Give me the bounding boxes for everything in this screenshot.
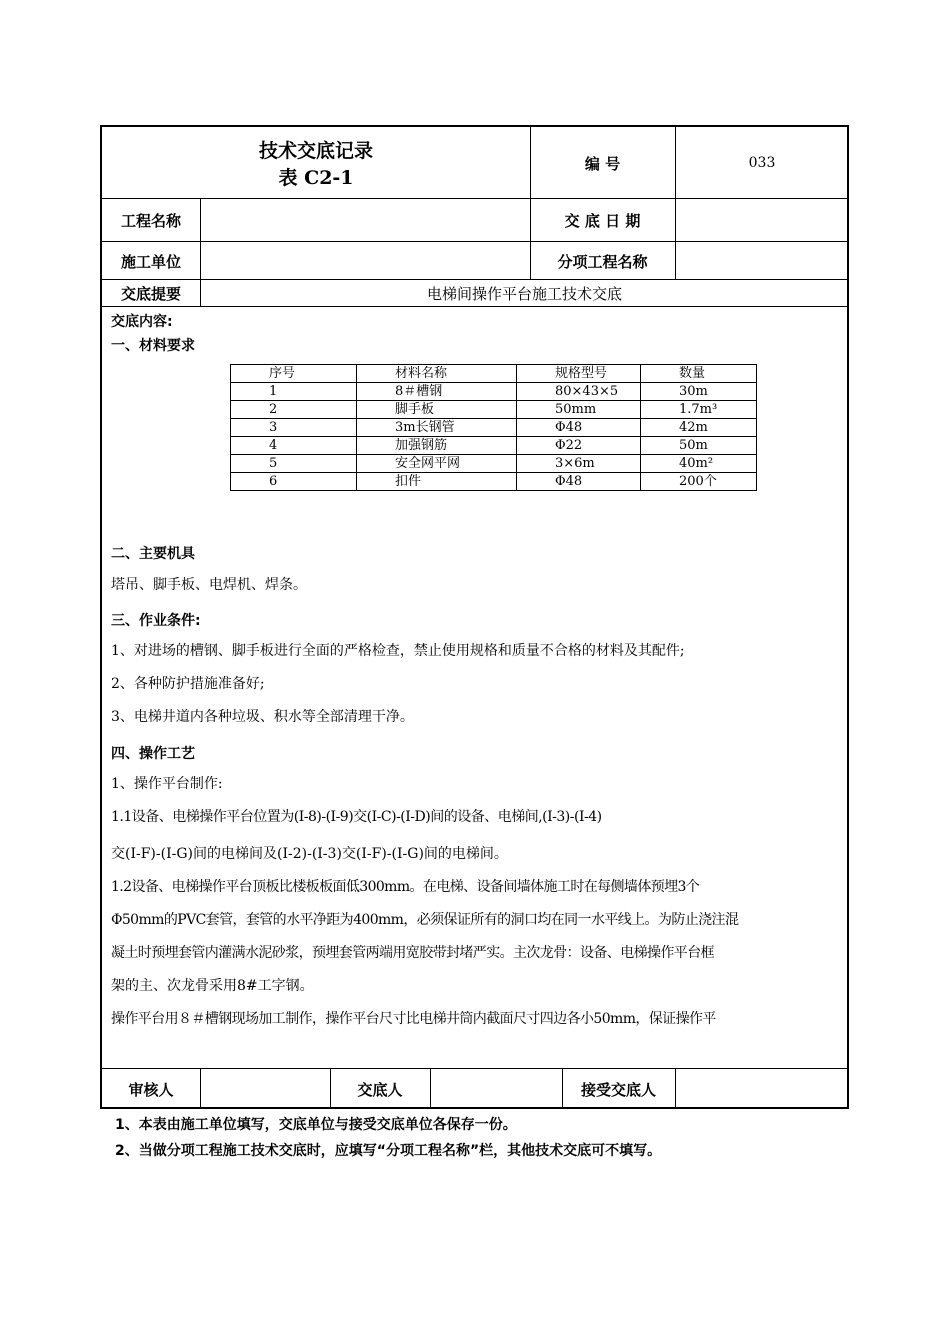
table-header-cell: 序号 — [231, 365, 357, 383]
sub-project-field[interactable] — [675, 242, 849, 280]
reviewer-field[interactable] — [200, 1069, 330, 1109]
table-cell: 50m — [641, 437, 757, 455]
table-cell: 80×43×5 — [517, 383, 641, 401]
number-value[interactable]: 033 — [748, 155, 776, 171]
process-text: 1.2设备、电梯操作平台顶板比楼板板面低300mm。在电梯、设备间墙体施工时在每侧墙体预埋3个 — [111, 879, 700, 895]
section-materials: 一、材料要求 — [111, 338, 195, 354]
number-label: 编 号 — [584, 154, 621, 173]
date-field[interactable] — [675, 199, 849, 242]
unit-field[interactable] — [200, 242, 530, 280]
process-text: Φ50mm的PVC套管，套管的水平净距为400mm，必须保证所有的洞口均在同一水平线上。为防止浇注混 — [111, 912, 739, 928]
note-2: 2、当做分项工程施工技术交底时，应填写“分项工程名称”栏，其他技术交底可不填写。 — [115, 1143, 662, 1159]
summary-field[interactable]: 电梯间操作平台施工技术交底 — [426, 285, 622, 303]
process-text: 操作平台用８＃槽钢现场加工制作，操作平台尺寸比电梯井筒内截面尺寸四边各小50mm，保证操作平 — [111, 1011, 716, 1027]
table-row — [231, 383, 757, 401]
table-header-cell: 规格型号 — [517, 365, 641, 383]
table-cell: 30m — [641, 383, 757, 401]
process-text: 1.1设备、电梯操作平台位置为(Ⅰ-8)-(Ⅰ-9)交(Ⅰ-C)-(Ⅰ-D)间的设备、电梯间,(Ⅰ-3)-(Ⅰ-4) — [111, 809, 602, 825]
note-1: 1、本表由施工单位填写，交底单位与接受交底单位各保存一份。 — [115, 1117, 517, 1133]
table-cell: 4 — [231, 437, 357, 455]
disclosure-form — [100, 125, 849, 1109]
table-cell: 8＃槽钢 — [357, 383, 517, 401]
table-cell: 5 — [231, 455, 357, 473]
table-cell: Φ48 — [517, 473, 641, 491]
materials-table — [230, 364, 757, 491]
form-title-block — [102, 127, 530, 199]
table-cell: 6 — [231, 473, 357, 491]
table-header-cell: 材料名称 — [357, 365, 517, 383]
unit-label: 施工单位 — [120, 252, 181, 271]
process-text: 凝土时预埋套管内灌满水泥砂浆，预埋套管两端用宽胶带封堵严实。主次龙骨：设备、电梯操作平台框 — [111, 945, 714, 961]
table-cell: 40m² — [641, 455, 757, 473]
table-cell: Φ48 — [517, 419, 641, 437]
section-tools: 二、主要机具 — [111, 546, 195, 562]
table-header-row — [231, 365, 757, 383]
table-cell: 3 — [231, 419, 357, 437]
table-cell: 1 — [231, 383, 357, 401]
form-title: 技术交底记录 — [258, 140, 373, 162]
condition-2: 2、各种防护措施准备好; — [111, 676, 265, 692]
table-cell: 加强钢筋 — [357, 437, 517, 455]
reviewer-label: 审核人 — [128, 1080, 174, 1099]
table-cell: 安全网平网 — [357, 455, 517, 473]
discloser-label: 交底人 — [357, 1080, 403, 1099]
table-row — [231, 473, 757, 491]
table-cell: Φ22 — [517, 437, 641, 455]
section-conditions: 三、作业条件: — [111, 613, 201, 629]
table-cell: 200个 — [641, 473, 757, 491]
summary-label: 交底提要 — [120, 285, 181, 303]
table-row — [231, 419, 757, 437]
table-cell: 扣件 — [357, 473, 517, 491]
condition-3: 3、电梯井道内各种垃圾、积水等全部清理干净。 — [111, 709, 414, 725]
tools-text: 塔吊、脚手板、电焊机、焊条。 — [111, 577, 307, 593]
discloser-field[interactable] — [430, 1069, 562, 1109]
table-cell: 3×6m — [517, 455, 641, 473]
table-row — [231, 437, 757, 455]
table-cell: 2 — [231, 401, 357, 419]
project-name-field[interactable] — [200, 199, 530, 242]
form-number: 表 C2-1 — [278, 167, 354, 189]
condition-1: 1、对进场的槽钢、脚手板进行全面的严格检查，禁止使用规格和质量不合格的材料及其配件; — [111, 643, 685, 659]
table-header-cell: 数量 — [641, 365, 757, 383]
table-row — [231, 401, 757, 419]
receiver-label: 接受交底人 — [580, 1080, 656, 1099]
section-process: 四、操作工艺 — [111, 746, 195, 762]
table-cell: 脚手板 — [357, 401, 517, 419]
process-title: 1、操作平台制作: — [111, 776, 223, 792]
table-cell: 42m — [641, 419, 757, 437]
date-label: 交 底 日 期 — [564, 212, 641, 230]
project-name-label: 工程名称 — [120, 212, 181, 230]
receiver-field[interactable] — [675, 1069, 849, 1109]
table-row — [231, 455, 757, 473]
table-cell: 50mm — [517, 401, 641, 419]
content-heading: 交底内容: — [111, 314, 173, 330]
sub-project-label: 分项工程名称 — [557, 252, 648, 271]
table-cell: 3m长钢管 — [357, 419, 517, 437]
process-text: 架的主、次龙骨采用8#工字钢。 — [111, 978, 314, 994]
process-text: 交(Ⅰ-F)-(Ⅰ-G)间的电梯间及(Ⅰ-2)-(Ⅰ-3)交(Ⅰ-F)-(Ⅰ-G)间的电梯间。 — [111, 846, 508, 862]
table-cell: 1.7m³ — [641, 401, 757, 419]
